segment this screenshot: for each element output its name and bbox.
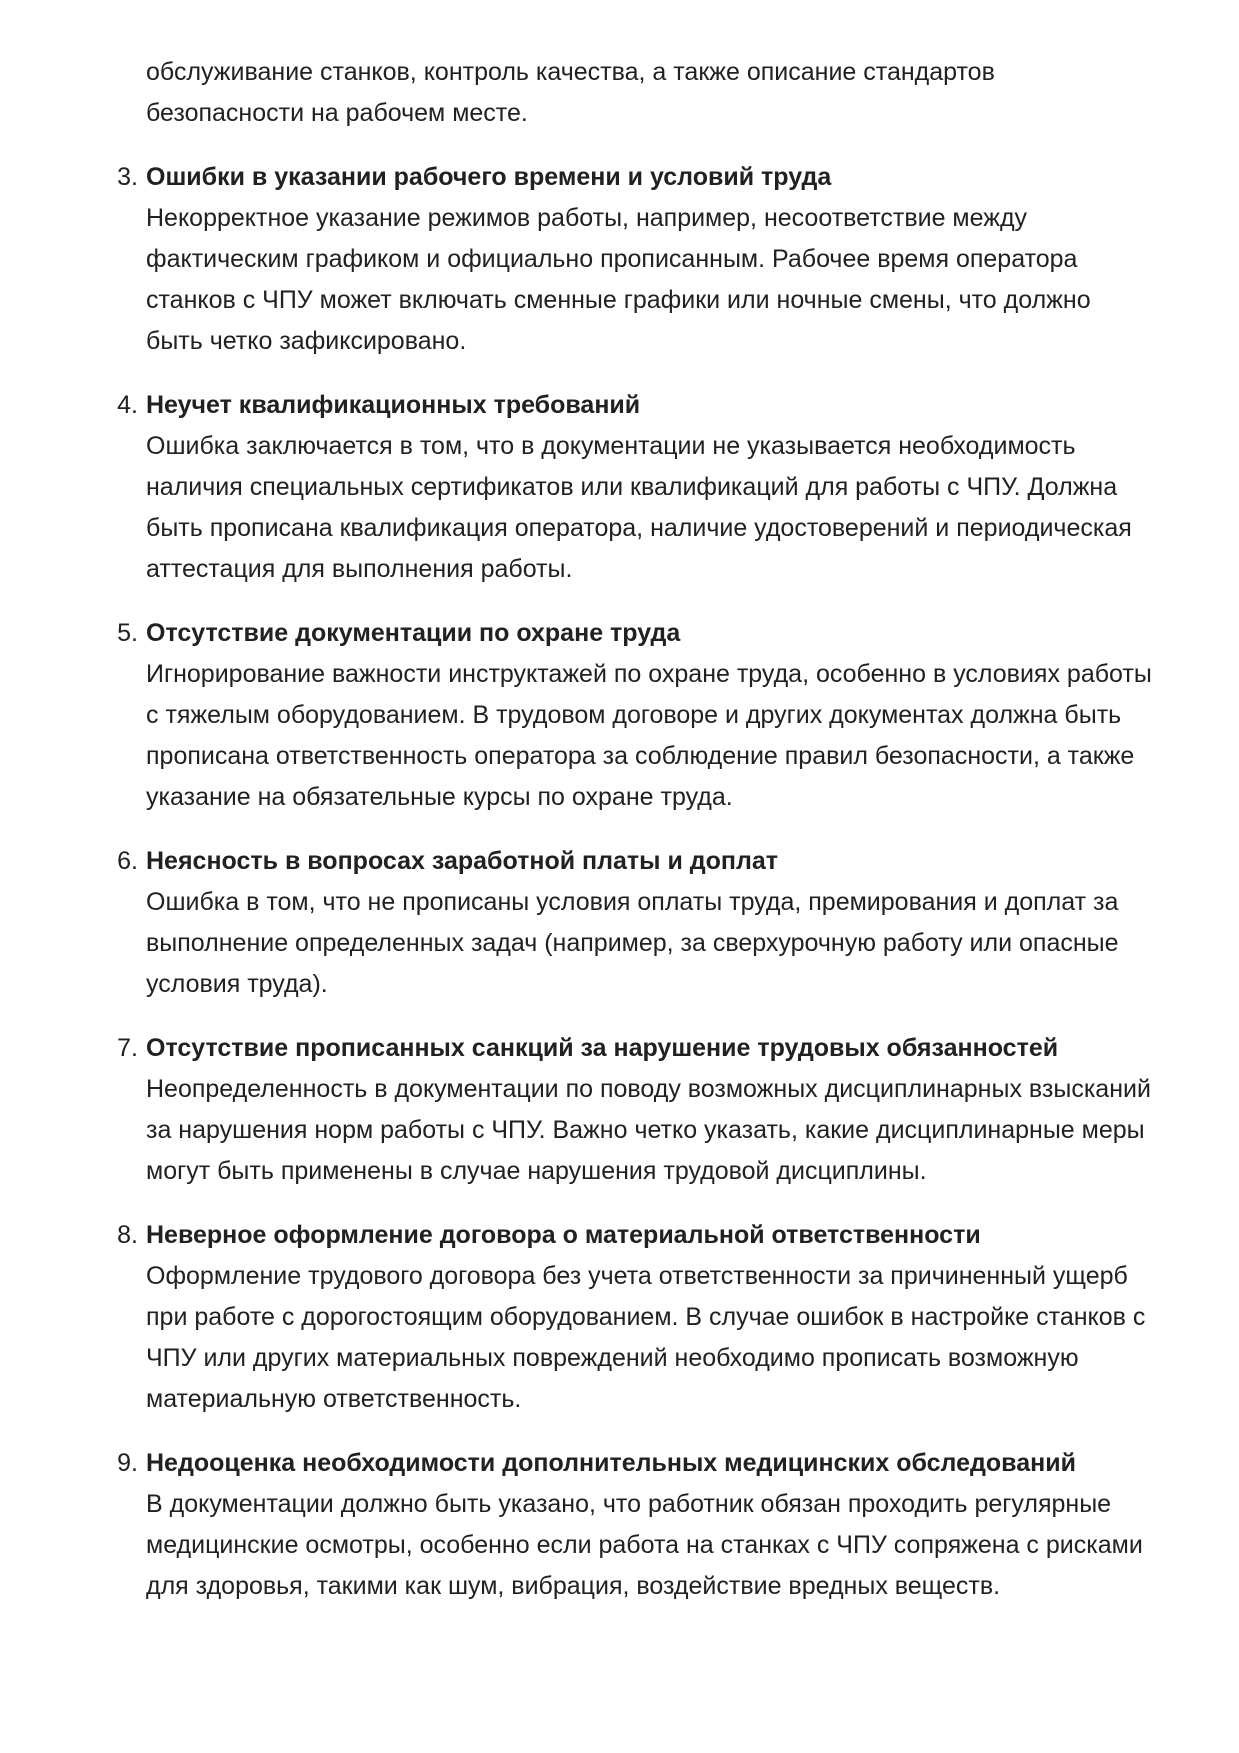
- intro-continuation-paragraph: обслуживание станков, контроль качества, а также описание стандартов безопасности на рабочем месте.: [146, 58, 995, 127]
- list-item-content: [146, 1028, 1154, 1192]
- list-item-number: 4.: [117, 391, 138, 419]
- list-item-number: 5.: [117, 619, 138, 647]
- list-item-title: Неучет квалификационных требований: [146, 391, 641, 419]
- list-item-number: 9.: [117, 1449, 138, 1477]
- list-item-title: Неверное оформление договора о материальной ответственности: [146, 1221, 981, 1249]
- list-item-content: [146, 613, 1154, 818]
- list-item-body: Ошибка в том, что не прописаны условия оплаты труда, премирования и доплат за выполнение определенных задач (например, за сверхурочную работу или опасные условия труда).: [146, 888, 1119, 998]
- list-item-body: Неопределенность в документации по поводу возможных дисциплинарных взысканий за нарушения норм работы с ЧПУ. Важно четко указать, какие дисциплинарные меры могут быть применены в случае нарушения трудовой дисциплины.: [146, 1075, 1151, 1185]
- list-item-number: 7.: [117, 1034, 138, 1062]
- list-item-number: 3.: [117, 163, 138, 191]
- list-item: [117, 1443, 1154, 1607]
- list-item-content: [146, 841, 1154, 1005]
- list-item-title: Ошибки в указании рабочего времени и условий труда: [146, 163, 832, 191]
- list-item: [117, 841, 1154, 1005]
- list-item-body: Ошибка заключается в том, что в документации не указывается необходимость наличия специальных сертификатов или квалификаций для работы с ЧПУ. Должна быть прописана квалификация оператора, наличие удостоверений и периодическая аттестация для выполнения работы.: [146, 432, 1132, 583]
- list-item-number: 6.: [117, 847, 138, 875]
- list-item-title: Отсутствие прописанных санкций за нарушение трудовых обязанностей: [146, 1034, 1059, 1062]
- list-item-title: Неясность в вопросах заработной платы и доплат: [146, 847, 779, 875]
- list-item-body: Некорректное указание режимов работы, например, несоответствие между фактическим графиком и официально прописанным. Рабочее время оператора станков с ЧПУ может включать сменные графики или ночные смены, что должно быть четко зафиксировано.: [146, 204, 1091, 355]
- list-item: [117, 385, 1154, 590]
- list-item-content: [146, 1443, 1154, 1607]
- list-item-content: [146, 1215, 1154, 1420]
- list-item-number: 8.: [117, 1221, 138, 1249]
- list-item: [117, 613, 1154, 818]
- list-item-body: Игнорирование важности инструктажей по охране труда, особенно в условиях работы с тяжелым оборудованием. В трудовом договоре и других документах должна быть прописана ответственность оператора за соблюдение правил безопасности, а также указание на обязательные курсы по охране труда.: [146, 660, 1152, 811]
- list-item-content: [146, 385, 1154, 590]
- list-item-title: Недооценка необходимости дополнительных медицинских обследований: [146, 1449, 1076, 1477]
- list-item-body: Оформление трудового договора без учета ответственности за причиненный ущерб при работе с дорогостоящим оборудованием. В случае ошибок в настройке станков с ЧПУ или других материальных повреждений необходимо прописать возможную материальную ответственность.: [146, 1262, 1146, 1413]
- list-item-content: [146, 157, 1154, 362]
- list-item: [117, 1028, 1154, 1192]
- list-item-body: В документации должно быть указано, что работник обязан проходить регулярные медицинские осмотры, особенно если работа на станках с ЧПУ сопряжена с рисками для здоровья, такими как шум, вибрация, воздействие вредных веществ.: [146, 1490, 1143, 1600]
- list-item-title: Отсутствие документации по охране труда: [146, 619, 681, 647]
- list-item: [117, 157, 1154, 362]
- list-item: [117, 1215, 1154, 1420]
